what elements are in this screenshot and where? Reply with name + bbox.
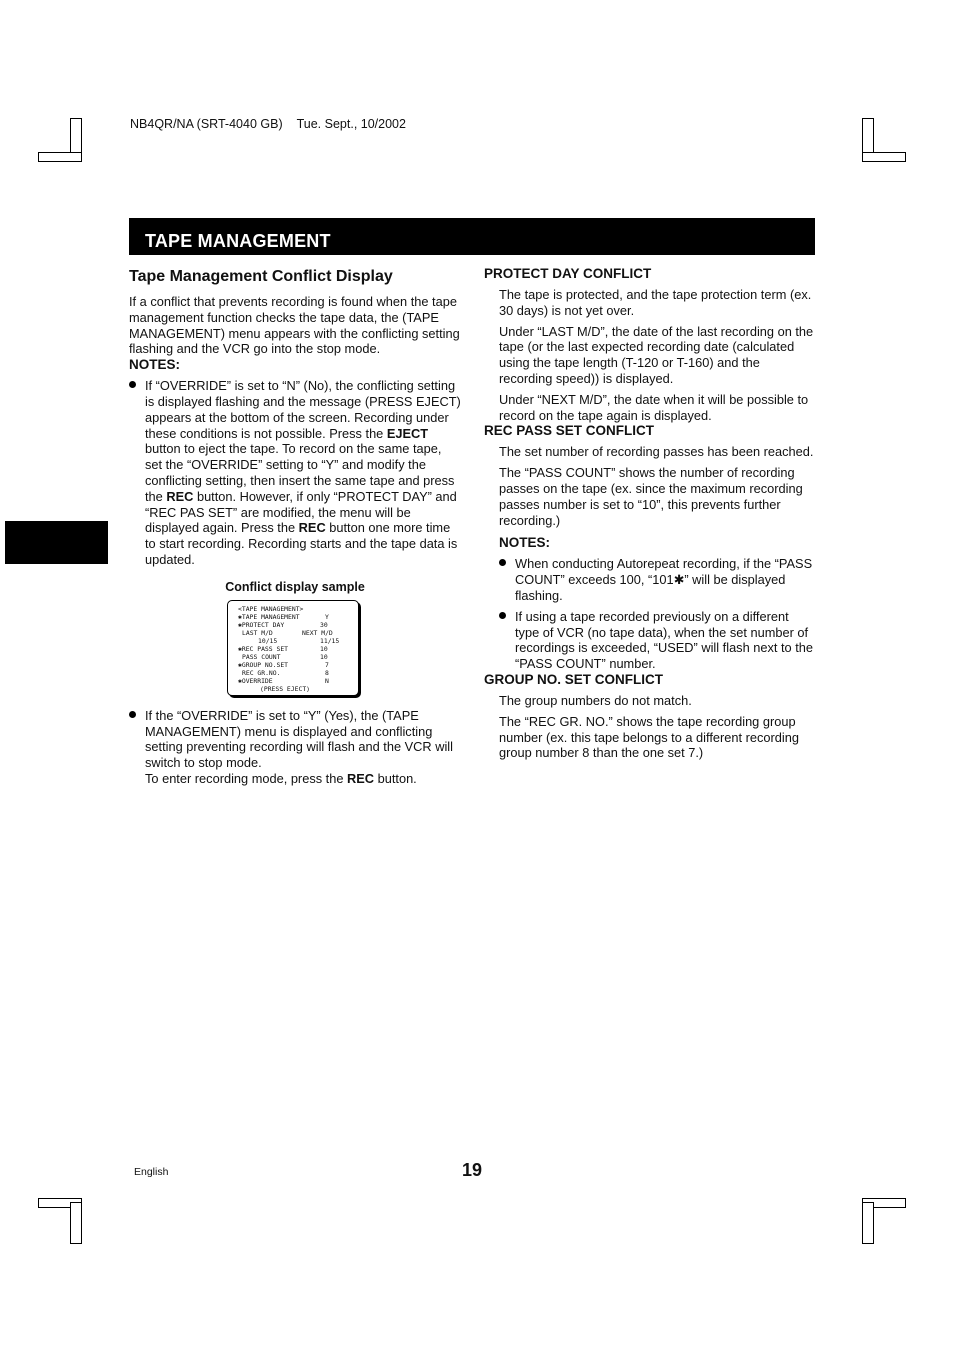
group-no-heading: GROUP NO. SET CONFLICT [484,671,664,687]
conflict-display-sample: <TAPE MANAGEMENT> ✱TAPE MANAGEMENT Y ✱PROTECT DAY 30 LAST M/D NEXT M/D 10/15 11/15 ✱REC PASS SET 10 PASS COUNT 10 ✱GROUP NO.SET 7 REC GR.NO. 8 ✱OVERRIDE N (PRESS EJECT) [227,600,359,696]
section-title: Tape Management Conflict Display [129,268,393,285]
protect-day-text-3: Under “NEXT M/D”, the date when it will be possible to record on the tape again is displayed. [499,391,809,423]
group-no-text-2: The “REC GR. NO.” shows the tape recording group number (ex. this tape belongs to a different recording group number 8 than the one set 7.) [499,713,799,761]
list-item: If the “OVERRIDE” is set to “Y” (Yes), the (TAPE MANAGEMENT) menu is displayed and conflicting setting preventing recording will flash and the VCR will switch to stop mode. To enter recording mode, press the REC button. [129,708,461,787]
bullet-icon [499,612,506,619]
rec-pass-heading: REC PASS SET CONFLICT [484,423,655,439]
section-banner [129,218,815,255]
bullet-icon [499,559,506,566]
print-date: Tue. Sept., 10/2002 [296,117,406,131]
notes-heading: NOTES: [129,357,181,373]
notes-list-2 [129,708,461,787]
list-item: When conducting Autorepeat recording, if the “PASS COUNT” exceeds 100, “101✱” will be displayed flashing. [499,556,814,603]
protect-day-text-2: Under “LAST M/D”, the date of the last recording on the tape (or the last expected recording date (calculated using the tape length (T-120 or T-160) and the recording speed)) is displayed. [499,323,814,386]
notes-list [129,378,461,568]
bullet-icon [129,381,136,388]
left-column [129,268,461,787]
protect-day-text-1: The tape is protected, and the tape protection term (ex. 30 days) is not yet over. [499,287,812,318]
rec-pass-text-2: The “PASS COUNT” shows the number of recording passes on the tape (ex. since the maximum recording passes number is set to “10”, this prevents further recording.) [499,465,803,528]
rec-pass-notes-heading: NOTES: [499,535,551,551]
group-no-text-1: The group numbers do not match. [499,692,692,708]
page-number: 19 [462,1160,483,1180]
model-code: NB4QR/NA (SRT-4040 GB) [130,117,283,131]
footer-language: English [134,1166,169,1178]
document-header [130,117,420,131]
intro-paragraph: If a conflict that prevents recording is found when the tape management function checks the tape data, the (TAPE MANAGEMENT) menu appears with the conflicting setting flashing and the VCR go into the stop mode. [129,294,460,357]
right-column [484,266,814,761]
sample-caption: Conflict display sample [225,579,365,594]
chapter-tab [5,521,108,564]
list-item: If using a tape recorded previously on a different type of VCR (no tape data), when the set number of recordings is exceeded, “USED” will flash next to the “PASS COUNT” number. [499,609,814,672]
rec-pass-notes-list [499,556,814,672]
rec-pass-text-1: The set number of recording passes has been reached. [499,444,814,460]
protect-day-heading: PROTECT DAY CONFLICT [484,266,652,281]
banner-title: TAPE MANAGEMENT [145,231,331,251]
list-item: If “OVERRIDE” is set to “N” (No), the conflicting setting is displayed flashing and the message (PRESS EJECT) appears at the bottom of the screen. Recording under these conditions is not possible. Press the EJECT button to eject the tape. To record on the same tape, set the “OVERRIDE” setting to “Y” and modify the conflicting setting, then insert the same tape and press the REC button. However, if only “PROTECT DAY” and “REC PAS SET” are modified, the menu will be displayed again. Press the REC button one more time to start recording. Recording starts and the tape data is updated. [129,378,461,568]
bullet-icon [129,711,136,718]
